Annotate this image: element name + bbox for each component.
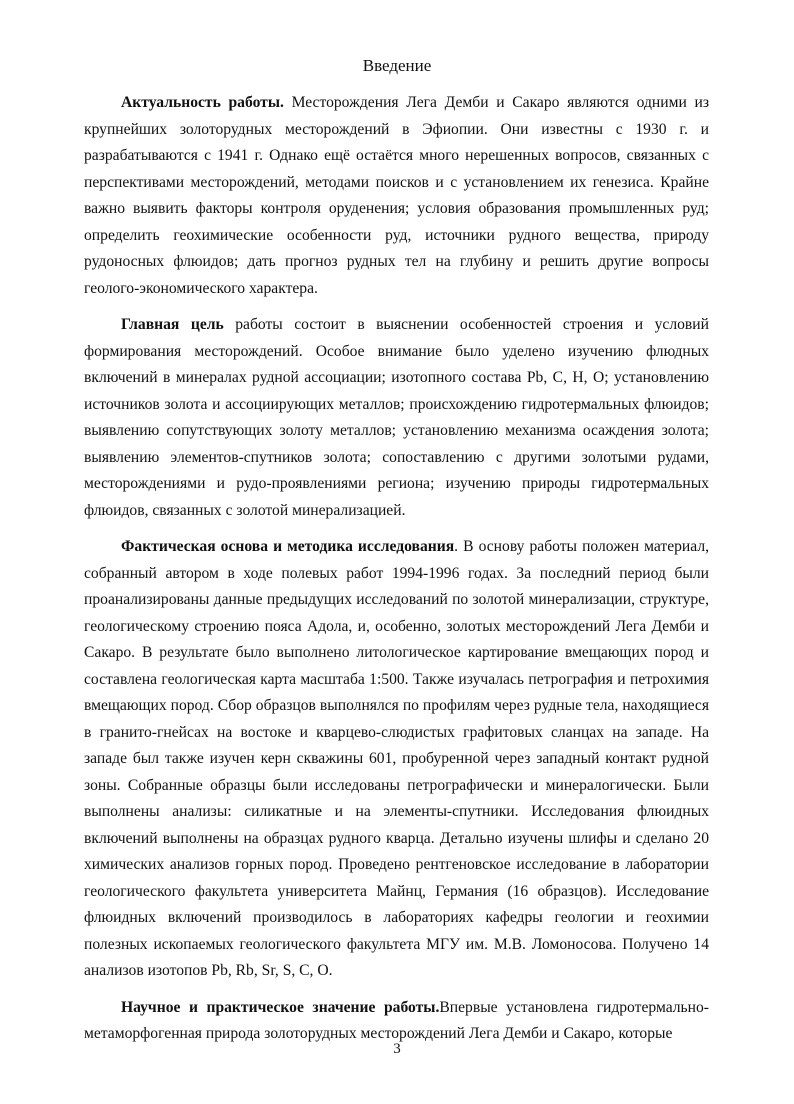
- paragraph-lead: Фактическая основа и методика исследования: [121, 538, 455, 555]
- paragraph-text: Впервые установлена гидротермально-метаморфогенная природа золоторудных месторождений Лега Демби и Сакаро, которые: [84, 998, 709, 1042]
- paragraph-text: . В основу работы положен материал, собранный автором в ходе полевых работ 1994-1996 годах. За последний период были проанализированы данные предыдущих исследований по золотой минерализации, структуре, геологическому строению пояса Адола, и, особенно, золотых месторождений Лега Демби и Сакаро. В результате было выполнено литологическое картирование вмещающих пород и составлена геологическая карта масштаба 1:500. Также изучалась петрография и петрохимия вмещающих пород. Сбор образцов выполнялся по профилям через рудные тела, находящиеся в гранито-гнейсах на востоке и кварцево-слюдистых графитовых сланцах на западе. На западе был также изучен керн скважины 601, пробуренной через западный контакт рудной зоны. Собранные образцы были исследованы петрографически и минералогически. Были выполнены анализы: силикатные и на элементы-спутники. Исследования флюидных включений выполнены на образцах рудного кварца. Детально изучены шлифы и сделано 20 химических анализов горных пород. Проведено рентгеновское исследование в лаборатории геологического факультета университета Майнц, Германия (16 образцов). Исследование флюидных включений производилось в лабораториях кафедры геологии и геохимии полезных ископаемых геологического факультета МГУ им. М.В. Ломоносова. Получено 14 анализов изотопов Pb, Rb, Sr, S, C, O.: [84, 538, 710, 979]
- body-text: [84, 90, 709, 1058]
- paragraph-lead: Научное и практическое значение работы.: [121, 998, 440, 1016]
- page-number: 3: [393, 1041, 401, 1057]
- paragraph-text: работы состоит в выяснении особенностей строения и условий формирования месторождений. Особое внимание было уделено изучению флюдных включений в минералах рудной ассоциации; изотопного состава Pb, C, H, O; установлению источников золота и ассоциирующих металлов; происхождению гидротермальных флюидов; выявлению сопутствующих золоту металлов; установлению механизма осаждения золота; выявлению элементов-спутников золота; сопоставлению с другими золотыми рудами, месторождениями и рудо-проявлениями региона; изучению природы гидротермальных флюидов, связанных с золотой минерализацией.: [84, 316, 709, 519]
- page-title: Введение: [362, 56, 432, 75]
- paragraph-lead: Актуальность работы.: [121, 94, 284, 111]
- paragraph-relevance: [84, 90, 709, 302]
- paragraph-text: Месторождения Лега Демби и Сакаро являются одними из крупнейших золоторудных месторождений в Эфиопии. Они известны с 1930 г. и разрабатываются с 1941 г. Однако ещё остаётся много нерешенных вопросов, связанных с перспективами месторождений, методами поисков и с установлением их генезиса. Крайне важно выявить факторы контроля оруденения; условия образования промышленных руд; определить геохимические особенности руд, источники рудного вещества, природу рудоносных флюидов; дать прогноз рудных тел на глубину и решить другие вопросы геолого-экономического характера.: [84, 94, 709, 297]
- paragraph-methodology: [84, 534, 709, 985]
- paragraph-main-goal: [84, 312, 709, 524]
- paragraph-lead: Главная цель: [121, 316, 224, 333]
